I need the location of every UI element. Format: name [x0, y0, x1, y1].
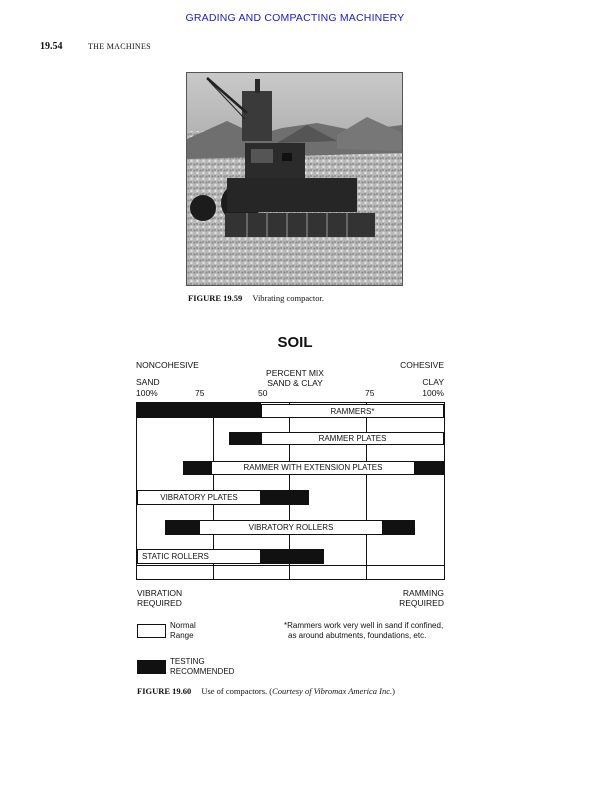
figure-19-60-text: Use of compactors. ( — [201, 686, 273, 696]
rammers-testing-bar — [137, 403, 261, 417]
clay-label: CLAY — [422, 377, 444, 387]
row-divider — [137, 565, 444, 566]
legend-normal-line2: Range — [170, 631, 194, 640]
scale-label-clay-75: 75 — [365, 388, 375, 398]
scale-label-50: 50 — [258, 388, 268, 398]
vibratory-rollers-normal-bar: VIBRATORY ROLLERS — [199, 520, 383, 535]
vibration-required-label: REQUIRED — [137, 598, 182, 608]
vibratory-plates-normal-bar: VIBRATORY PLATES — [137, 490, 261, 505]
scale-label-clay-100: 100% — [422, 388, 444, 398]
page-number: 19.54 — [40, 41, 63, 52]
rammers-footnote-line1: *Rammers work very well in sand if confined, — [284, 621, 444, 630]
figure-19-59-number: FIGURE 19.59 — [188, 293, 243, 303]
scale-label-sand-75: 75 — [195, 388, 205, 398]
ramming-required-label: REQUIRED — [399, 598, 444, 608]
ramming-label: RAMMING — [402, 588, 444, 598]
chart-title: SOIL — [277, 334, 313, 351]
cohesive-label: COHESIVE — [400, 360, 444, 370]
figure-19-60-credit: Courtesy of Vibromax America Inc. — [272, 686, 393, 696]
legend-normal-swatch — [137, 624, 166, 638]
figure-19-59-caption — [188, 293, 324, 303]
grid-line-75-clay — [366, 403, 367, 579]
static-rollers-normal-bar: STATIC ROLLERS — [137, 549, 261, 564]
sand-clay-label: SAND & CLAY — [267, 378, 323, 388]
section-title: THE MACHINES — [88, 42, 151, 51]
figure-19-59-text: Vibrating compactor. — [252, 293, 325, 303]
legend-normal-line1: Normal — [170, 621, 196, 630]
figure-19-60-close: ) — [392, 686, 395, 696]
legend-testing-line2: RECOMMENDED — [170, 667, 235, 676]
vibration-label: VIBRATION — [137, 588, 183, 598]
rammer-plates-testing-bar — [229, 432, 261, 445]
static-rollers-testing-bar — [261, 549, 324, 564]
compactor-photo-drawing — [187, 73, 402, 285]
vibratory-plates-testing-bar — [261, 490, 309, 505]
compactor-photo — [186, 72, 403, 286]
legend-testing-swatch — [137, 660, 166, 674]
compactor-chart — [136, 402, 445, 580]
legend-testing-line1: TESTING — [170, 657, 205, 666]
scale-label-sand-100: 100% — [136, 388, 158, 398]
noncohesive-label: NONCOHESIVE — [136, 360, 199, 370]
sand-label: SAND — [136, 377, 160, 387]
rammers-normal-bar: RAMMERS* — [261, 404, 444, 418]
figure-19-60-number: FIGURE 19.60 — [137, 686, 192, 696]
figure-19-60-caption — [137, 686, 395, 696]
percent-mix-label: PERCENT MIX — [266, 368, 324, 378]
rammer-extension-plates-normal-bar: RAMMER WITH EXTENSION PLATES — [211, 461, 415, 475]
running-title: GRADING AND COMPACTING MACHINERY — [185, 12, 405, 24]
rammer-plates-normal-bar: RAMMER PLATES — [261, 432, 444, 445]
rammers-footnote-line2: as around abutments, foundations, etc. — [288, 631, 427, 640]
